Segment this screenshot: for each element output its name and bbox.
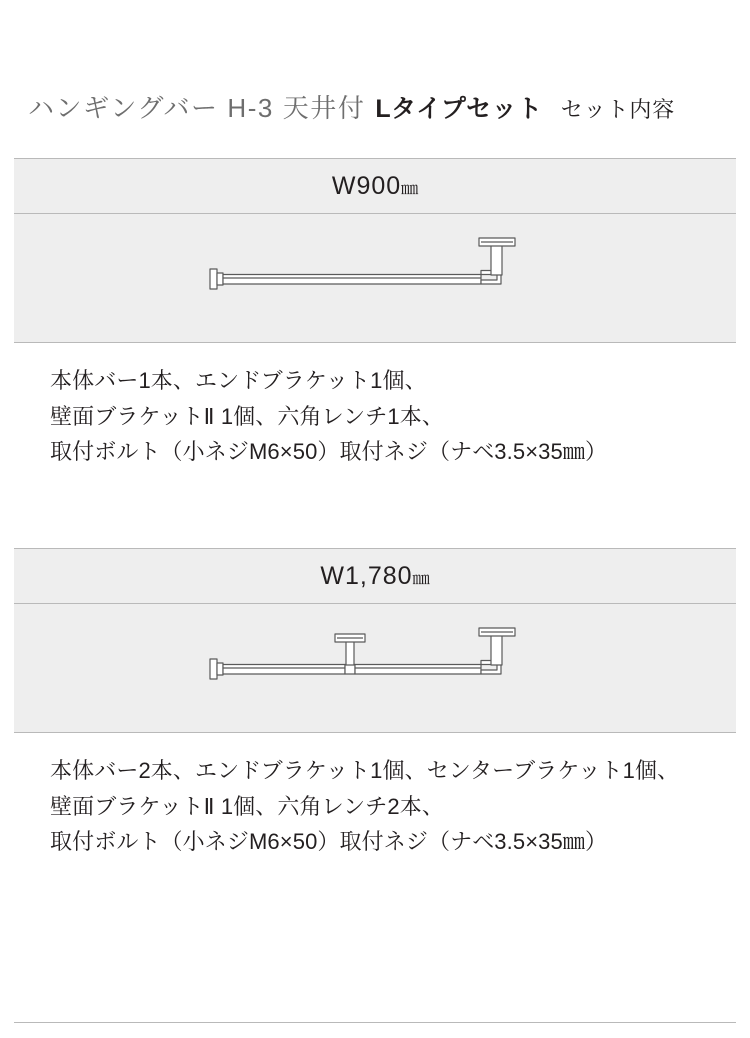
contents-list-2	[14, 733, 736, 884]
size-unit-2: ㎜	[412, 568, 430, 588]
contents-list-1	[14, 343, 736, 494]
size-value-1: W900	[331, 171, 402, 200]
divider-page-bottom	[14, 1022, 736, 1023]
contents-line: 取付ボルト（小ネジM6×50）取付ネジ（ナベ3.5×35㎜）	[50, 439, 608, 465]
section-label: セット内容	[560, 97, 676, 122]
figure-band-1	[14, 214, 736, 342]
set-block-w900	[14, 158, 736, 494]
type-label: Lタイプセット	[375, 95, 543, 123]
size-band-1	[14, 159, 736, 213]
contents-line: 本体バー1本、エンドブラケット1個、	[50, 368, 427, 393]
contents-line: 壁面ブラケットⅡ 1個、六角レンチ2本、	[50, 793, 444, 819]
size-value-2: W1,780	[320, 561, 413, 590]
hanging-bar-l-type-w1780-diagram	[205, 623, 545, 713]
figure-band-2	[14, 604, 736, 732]
product-name: ハンギングバー H-3 天井付	[28, 93, 366, 123]
page-title	[0, 88, 750, 125]
contents-line: 壁面ブラケットⅡ 1個、六角レンチ1本、	[50, 403, 444, 429]
contents-line: 取付ボルト（小ネジM6×50）取付ネジ（ナベ3.5×35㎜）	[50, 829, 608, 855]
size-label-2	[320, 562, 429, 591]
size-band-2	[14, 549, 736, 603]
size-unit-1: ㎜	[401, 178, 419, 198]
contents-line: 本体バー2本、エンドブラケット1個、センターブラケット1個、	[50, 758, 680, 783]
hanging-bar-l-type-w900-diagram	[205, 233, 545, 323]
size-label-1	[332, 172, 418, 201]
set-block-w1780	[14, 548, 736, 884]
